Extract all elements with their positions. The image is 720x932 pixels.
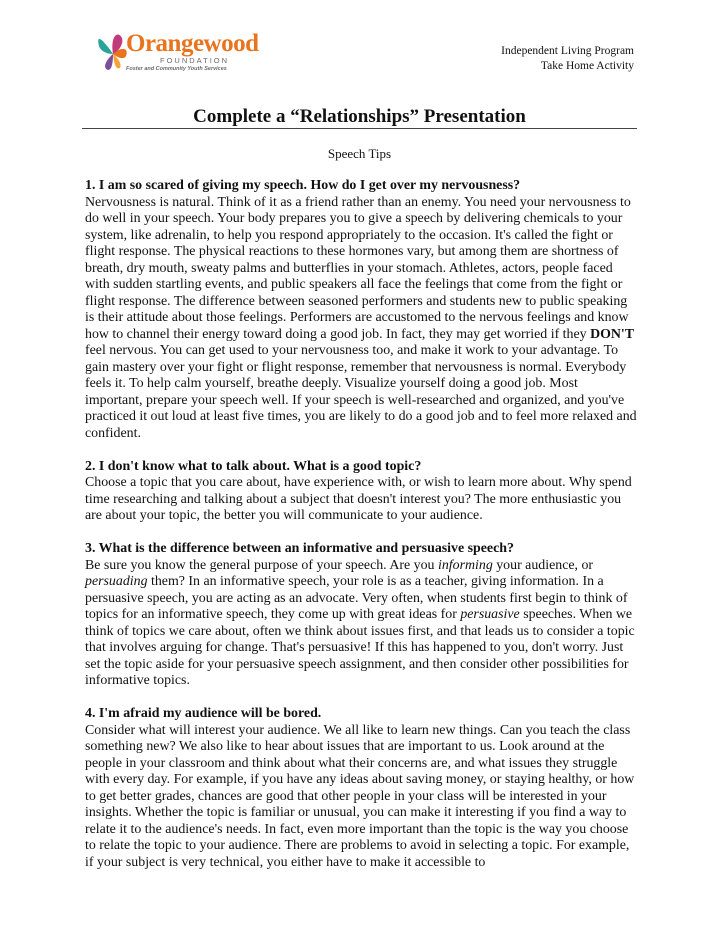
tip-question: 3. What is the difference between an informative and persuasive speech? [85,541,514,556]
page-subtitle: Speech Tips [327,146,392,161]
logo-foundation: FOUNDATION [160,56,230,65]
tip-answer [85,195,638,443]
tip-question: 2. I don't know what to talk about. What is a good topic? [85,458,422,474]
tip-section-4 [85,706,638,871]
butterfly-icon [96,28,130,76]
orangewood-logo [96,28,259,80]
answer-text: Be sure you know the general purpose of your speech. Are you [85,557,438,573]
tip-answer [85,558,638,690]
tip-question: 1. I am so scared of giving my speech. How do I get over my nervousness? [85,178,521,193]
logo-wordmark [126,32,259,73]
italic-text: persuasive [460,607,520,622]
title-divider [82,128,637,129]
tip-section-2 [85,459,638,525]
answer-text: speeches. When we think of topics we care about, often we think about issues first, and that leads us to consider a topic that involves arguing for change. That's persuasive! If this has happened to you, don't worry. Just set the topic aside for your persuasive speech assignment, and then consider other possibilities for informative topics. [85,607,635,688]
tip-answer: Consider what will interest your audience. We all like to learn new things. Can you teach the class something new? We also like to hear about issues that are important to us. Look around at the people in your classroom and think about what their concerns are, and what issues they struggle with every day. For example, if you have any ideas about saving money, or staying healthy, or how to get better grades, chances are good that other people in your class will be interested in your insights. Whether the topic is familiar or unusual, you can make it interesting if you find a way to relate it to the audience's needs. In fact, even more important than the topic is the way you choose to relate the topic to your audience. There are problems to avoid in selecting a topic. For example, if your subject is very technical, you either have to make it accessible to [85,722,635,870]
answer-text: Nervousness is natural. Think of it as a friend rather than an enemy. You need your nervousness to do well in your speech. Your body prepares you to give a speech by delivering chemicals to your system, like adrenalin, to help you respond appropriately to the occasion. It's called the fight or flight response. The physical reactions to these hormones vary, but among them are shortness of breath, dry mouth, sweaty palms and butterflies in your stomach. Athletes, actors, people faced with sudden startling events, and public speakers all face the feelings that come from the fight or flight response. The difference between seasoned performers and students new to public speaking is their attitude about those feelings. Performers are accustomed to the nervous feelings and know how to channel their energy toward doing a good job. In fact, they may get worried if they [85,194,631,342]
answer-text: feel nervous. You can get used to your nervousness too, and make it work to your advantage. To gain mastery over your fight or flight response, remember that nervousness is normal. Everybody feels it. To help calm yourself, breathe deeply. Visualize yourself doing a good job. Most important, prepare your speech well. If your speech is well-researched and organized, and you've practiced it out loud at least five times, you are likely to do a good job and to feel more relaxed and confident. [85,343,637,441]
tip-section-3 [85,541,638,690]
answer-text: them? In an informative speech, your role is as a teacher, giving information. In a persuasive speech, you are acting as an advocate. Very often, when students first begin to think of topics for an informative speech, they come up with great ideas for [85,574,628,622]
emphasis-text: DON'T [590,326,635,342]
logo-name: Orangewood [126,30,259,57]
answer-text: your audience, or [492,557,594,573]
program-header [501,44,634,74]
program-name: Independent Living Program [501,45,634,57]
tip-question: 4. I'm afraid my audience will be bored. [85,706,322,721]
page-title: Complete a “Relationships” Presentation [193,106,526,127]
tip-section-1 [85,178,638,442]
tip-answer: Choose a topic that you care about, have experience with, or wish to learn more about. Why spend time researching and talking about a subject that doesn't interest you? The more enthusiastic you are about your topic, the better you will communicate to your audience. [85,475,632,523]
italic-text: persuading [85,574,148,589]
italic-text: informing [437,557,493,573]
document-body [85,178,638,888]
activity-type: Take Home Activity [540,60,634,72]
logo-tagline: Foster and Community Youth Services [126,66,227,72]
